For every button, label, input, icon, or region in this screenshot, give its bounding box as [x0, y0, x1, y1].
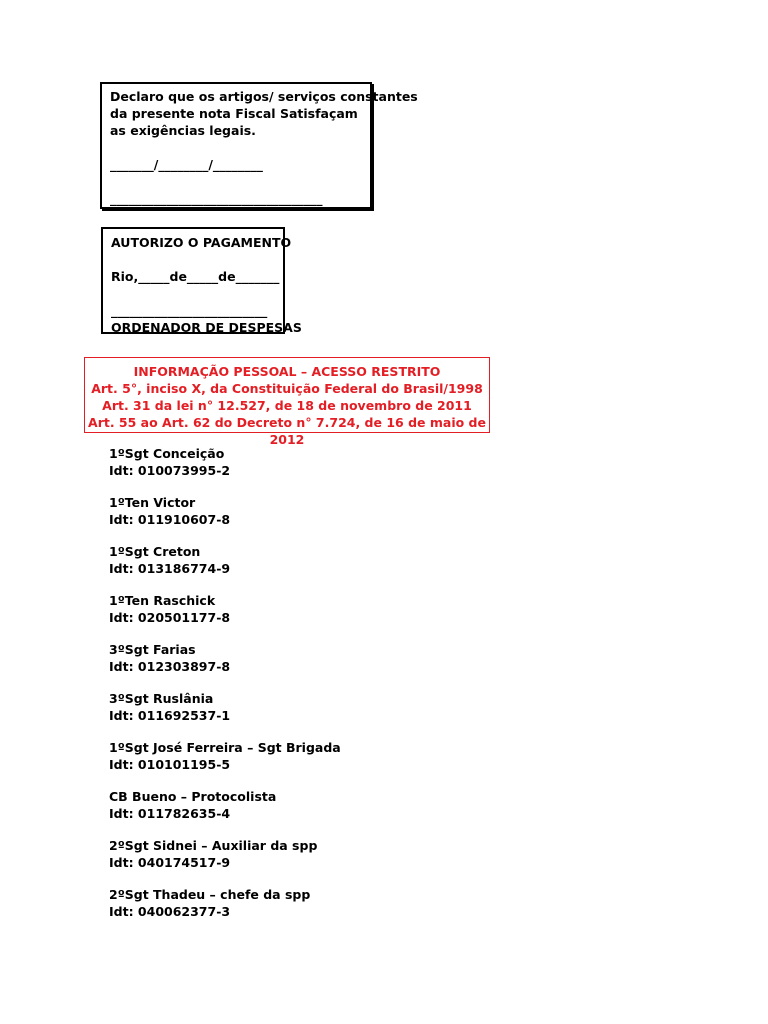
list-item	[109, 543, 341, 592]
restricted-notice-box	[84, 357, 490, 447]
declaration-date-line: _______/________/________	[110, 157, 263, 172]
list-item	[109, 788, 341, 837]
person-name: 1ºSgt Creton	[109, 544, 201, 559]
person-name: 2ºSgt Thadeu – chefe da spp	[109, 887, 311, 902]
person-name: 1ºTen Raschick	[109, 593, 216, 608]
list-item	[109, 886, 341, 935]
person-name: CB Bueno – Protocolista	[109, 789, 277, 804]
authorization-signature-line: _________________________	[111, 303, 268, 318]
restricted-notice-line: Art. 5°, inciso X, da Constituição Federal do Brasil/1998	[91, 381, 483, 396]
restricted-notice-line: Art. 31 da lei n° 12.527, de 18 de novembro de 2011	[102, 398, 472, 413]
restricted-notice-line: Art. 55 ao Art. 62 do Decreto n° 7.724, de 16 de maio de 2012	[88, 415, 486, 447]
list-item	[109, 494, 341, 543]
person-idt: Idt: 013186774-9	[109, 561, 231, 576]
person-idt: Idt: 040174517-9	[109, 855, 231, 870]
person-idt: Idt: 040062377-3	[109, 904, 231, 919]
list-item	[109, 592, 341, 641]
person-name: 1ºSgt José Ferreira – Sgt Brigada	[109, 740, 341, 755]
declaration-signature-line: __________________________________	[110, 191, 323, 206]
person-name: 1ºTen Victor	[109, 495, 196, 510]
person-idt: Idt: 020501177-8	[109, 610, 231, 625]
person-idt: Idt: 012303897-8	[109, 659, 231, 674]
restricted-notice-title: INFORMAÇÃO PESSOAL – ACESSO RESTRITO	[133, 364, 441, 379]
person-list	[109, 445, 341, 935]
declaration-line: Declaro que os artigos/ serviços constantes	[110, 89, 418, 104]
authorization-date-line: Rio,_____de_____de_______	[111, 269, 280, 284]
person-idt: Idt: 010101195-5	[109, 757, 231, 772]
declaration-line: as exigências legais.	[110, 123, 256, 138]
authorization-title: AUTORIZO O PAGAMENTO	[111, 235, 292, 250]
declaration-line: da presente nota Fiscal Satisfaçam	[110, 106, 358, 121]
person-name: 3ºSgt Ruslânia	[109, 691, 214, 706]
list-item	[109, 837, 341, 886]
list-item	[109, 690, 341, 739]
person-idt: Idt: 011910607-8	[109, 512, 231, 527]
person-name: 2ºSgt Sidnei – Auxiliar da spp	[109, 838, 318, 853]
authorization-role: ORDENADOR DE DESPESAS	[111, 320, 302, 335]
declaration-box	[100, 82, 418, 209]
person-name: 3ºSgt Farias	[109, 642, 196, 657]
person-idt: Idt: 011782635-4	[109, 806, 231, 821]
list-item	[109, 445, 341, 494]
list-item	[109, 641, 341, 690]
person-idt: Idt: 010073995-2	[109, 463, 231, 478]
person-name: 1ºSgt Conceição	[109, 446, 225, 461]
list-item	[109, 739, 341, 788]
person-idt: Idt: 011692537-1	[109, 708, 231, 723]
authorization-box	[101, 227, 302, 335]
